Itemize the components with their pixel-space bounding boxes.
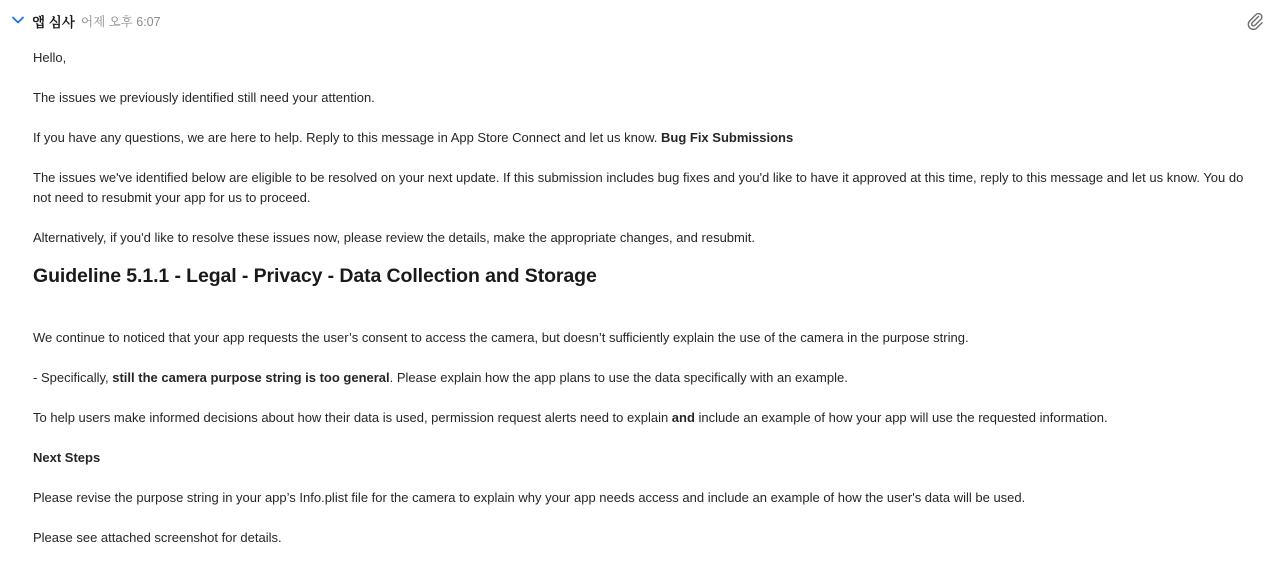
- paragraph-alternatively: Alternatively, if you'd like to resolve these issues now, please review the details, make the appropriate changes, and resubmit.: [33, 230, 755, 245]
- specifically-bold: still the camera purpose string is too general: [112, 370, 390, 385]
- paragraph-specifically: [33, 368, 1263, 388]
- informed-suffix: include an example of how your app will use the requested information.: [694, 410, 1108, 425]
- chevron-down-icon[interactable]: [11, 13, 25, 27]
- paragraph-eligible: The issues we've identified below are eligible to be resolved on your next update. If this submission includes bug fixes and you'd like to have it approved at this time, reply to this message and let us know. You do not need to resubmit your app for us to proceed.: [33, 170, 1244, 205]
- informed-bold: and: [671, 410, 695, 425]
- paragraph-informed-decisions: [33, 408, 1263, 428]
- greeting: Hello,: [33, 50, 67, 65]
- paragraph-attention: The issues we previously identified still need your attention.: [33, 90, 375, 105]
- specifically-prefix: - Specifically,: [33, 370, 113, 385]
- guideline-heading: Guideline 5.1.1 - Legal - Privacy - Data Collection and Storage: [33, 265, 597, 287]
- paragraph-questions-text: If you have any questions, we are here to help. Reply to this message in App Store Connect and let us know.: [33, 130, 661, 145]
- next-steps-label: Next Steps: [33, 450, 101, 465]
- paragraph-camera-consent: We continue to noticed that your app requests the user’s consent to access the camera, but doesn’t sufficiently explain the use of the camera in the purpose string.: [33, 330, 969, 345]
- bug-fix-submissions-heading: Bug Fix Submissions: [661, 130, 794, 145]
- next-steps-heading: [33, 448, 1263, 468]
- message-header: [0, 0, 1277, 40]
- paragraph-screenshot: Please see attached screenshot for details.: [33, 530, 282, 545]
- sender-name: 앱 심사: [32, 15, 75, 30]
- specifically-suffix: . Please explain how the app plans to use the data specifically with an example.: [389, 370, 848, 385]
- informed-prefix: To help users make informed decisions about how their data is used, permission request alerts need to explain: [33, 410, 672, 425]
- paragraph-questions: [33, 128, 1263, 148]
- message-time: 어제 오후 6:07: [81, 15, 161, 29]
- paragraph-revise: Please revise the purpose string in your app’s Info.plist file for the camera to explain why your app needs access and include an example of how the user's data will be used.: [33, 490, 1026, 505]
- paperclip-icon[interactable]: [1246, 11, 1264, 31]
